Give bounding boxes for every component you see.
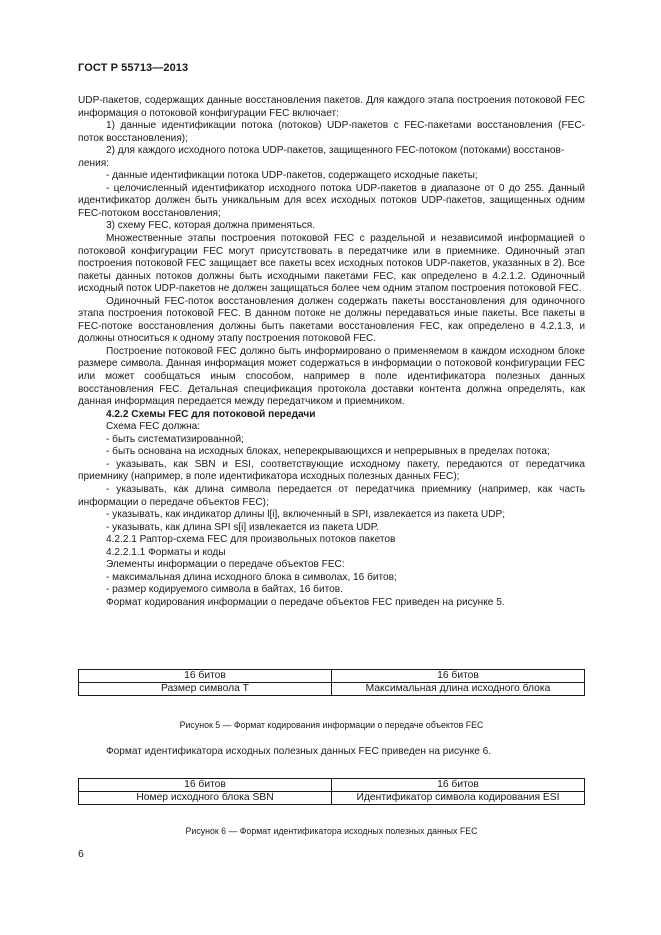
paragraph: - указывать, как SBN и ESI, соответствующие исходному пакету, передаются от передатчика приемнику (например, в поле идентификатора исходных полезных данных FEC); [78,458,585,483]
paragraph: - размер кодируемого символа в байтах, 16 битов. [106,584,343,596]
figure-6-bits-left: 16 битов [79,779,332,792]
paragraph: 1) данные идентификации потока (потоков) UDP-пакетов с FEC-пакетами восстановления (FEC-поток восстановления); [78,120,585,144]
figure-6-bits-row [79,779,585,792]
paragraph: 2) для каждого исходного потока UDP-пакетов, защищенного FEC-потоком (потоками) восстанов- [106,145,565,157]
figure-5-field-left: Размер символа T [79,683,332,696]
paragraph: - указывать, как индикатор длины l[i], включенный в SPI, извлекается из пакета UDP; [106,509,506,521]
paragraph: - целочисленный идентификатор исходного потока UDP-пакетов в диапазоне от 0 до 255. Данный идентификатор должен быть уникальным для всех исходных потоков UDP-пакетов, защищенных одним FEC-потоком восстановления; [78,182,585,219]
paragraph: - быть систематизированной; [106,433,244,445]
figure-5-bits-right: 16 битов [332,670,585,683]
figure-6-fields-row [79,792,585,805]
paragraph: - максимальная длина исходного блока в символах, 16 битов; [106,571,397,583]
paragraph: 4.2.2.1 Раптор-схема FEC для произвольных потоков пакетов [106,534,396,546]
figure-6-field-right: Идентификатор символа кодирования ESI [332,792,585,805]
page-number: 6 [78,848,84,860]
figure-6-caption: Рисунок 6 — Формат идентификатора исходных полезных данных FEC [185,826,478,836]
paragraph: - данные идентификации потока UDP-пакетов, содержащего исходные пакеты; [106,170,478,182]
figure-5-fields-row [79,683,585,696]
paragraph: Элементы информации о передаче объектов FEC: [106,559,345,571]
figure-5-table [78,669,585,696]
section-heading: 4.2.2 Схемы FEC для потоковой передачи [106,408,316,420]
body-text [78,95,585,609]
figure-6-field-left: Номер исходного блока SBN [79,792,332,805]
figure-5-field-right: Максимальная длина исходного блока [332,683,585,696]
figure-5-caption: Рисунок 5 — Формат кодирования информации о передаче объектов FEC [179,720,484,730]
figure-6-table [78,778,585,805]
paragraph: - указывать, как длина символа передается от передатчика приемнику (например, как часть информации о передаче объектов FEC); [78,483,585,508]
paragraph: ления: [78,157,109,169]
paragraph: Формат кодирования информации о передаче объектов FEC приведен на рисунке 5. [106,596,505,608]
paragraph: UDP-пакетов, содержащих данные восстановления пакетов. Для каждого этапа построения потоковой FEC информация о потоковой конфигурации FEC включает: [78,95,585,119]
paragraph: Множественные этапы построения потоковой FEC с раздельной и независимой информацией о потоковой конфигурации FEC могут присутствовать в передатчике или в приемнике. Одиночный этап построения потоковой FEC защищает все пакеты всех исходных потоков UDP-пакетов, указанных в 2). Все пакеты данных потоков должны быть исходными пакетами FEC, как определено в 4.2.1.2. Одиночный исходный поток UDP-пакетов не должен защищаться более чем одним этапом построения потоковой FEC. [78,233,585,295]
figure-6-lead-text: Формат идентификатора исходных полезных данных FEC приведен на рисунке 6. [106,746,492,757]
paragraph: 3) схему FEC, которая должна применяться. [106,220,316,232]
paragraph: 4.2.2.1.1 Форматы и коды [106,546,226,558]
paragraph: - быть основана на исходных блоках, неперекрывающихся и непрерывных в пределах потока; [106,446,550,458]
document-header: ГОСТ Р 55713—2013 [78,62,189,74]
figure-5-bits-row [79,670,585,683]
figure-5-bits-left: 16 битов [79,670,332,683]
paragraph: - указывать, как длина SPI s[i] извлекается из пакета UDP. [106,521,379,533]
paragraph: Построение потоковой FEC должно быть информировано о применяемом в каждом исходном блоке размере символа. Данная информация может содержаться в информации о потоковой конфигурации FEC или может сообщаться иным способом, например в поле идентификатора полезных данных восстановления FEC. Детальная спецификация протокола доставки контента должна определять, как данная информация передается между передатчиком и приемником. [78,345,585,408]
paragraph: Схема FEC должна: [106,421,201,433]
paragraph: Одиночный FEC-поток восстановления должен содержать пакеты восстановления для одиночного этапа построения потоковой FEC. В данном потоке не должны передаваться иные пакеты. Все пакеты в FEC-потоке восстановления должны быть пакетами восстановления FEC, как определено в 4.2.1.3, и должны относиться к одному этапу построения потоковой FEC. [78,295,585,345]
figure-6-bits-right: 16 битов [332,779,585,792]
